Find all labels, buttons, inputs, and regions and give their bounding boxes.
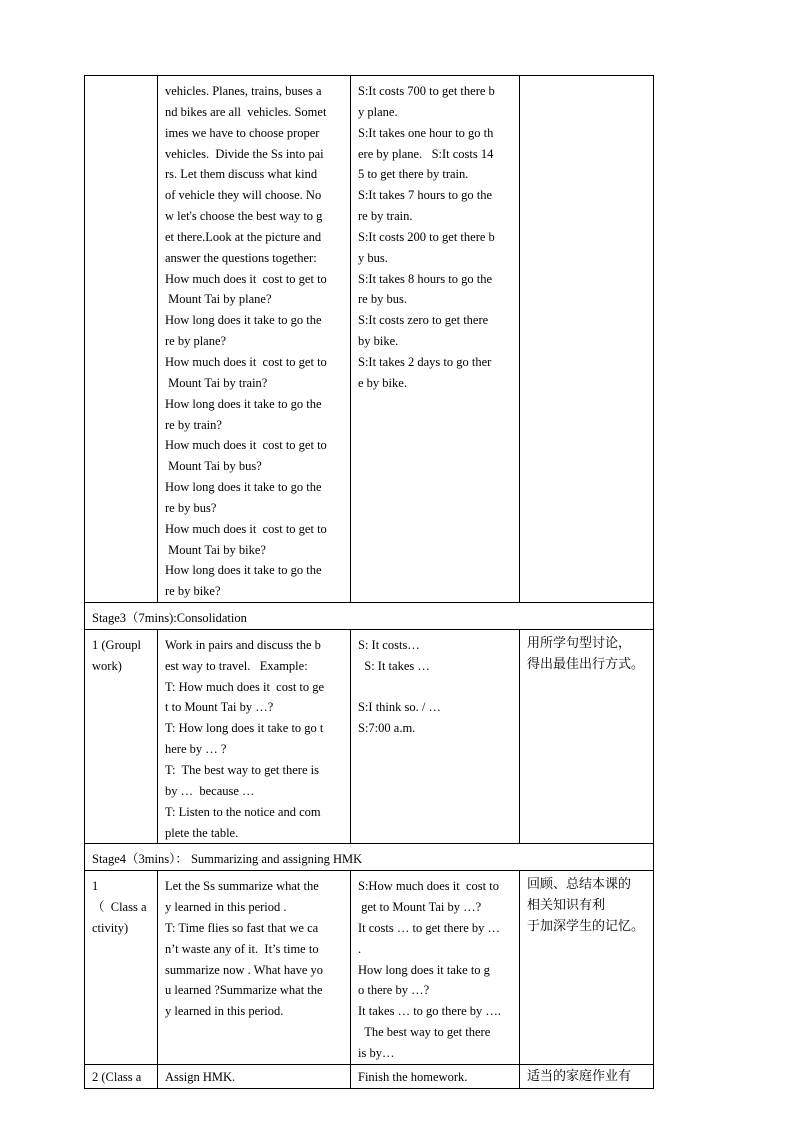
text-line: T: Time flies so fast that we ca	[165, 920, 319, 935]
text-line: y bus.	[358, 250, 388, 265]
text-line: re by bus?	[165, 500, 217, 515]
purpose-cell	[520, 871, 654, 1065]
student-activity-cell	[351, 871, 520, 1065]
text-line: plete the table.	[165, 825, 239, 840]
activity-cell	[85, 1064, 158, 1088]
teacher-activity-cell	[158, 1064, 351, 1088]
text-line: y learned in this period .	[165, 900, 287, 915]
stage-header-row	[85, 603, 654, 630]
table-row	[85, 871, 654, 1065]
text-line: It costs … to get there by …	[358, 920, 500, 935]
text-line: S:It costs 700 to get there b	[358, 84, 495, 98]
text-line: is by…	[358, 1045, 395, 1060]
text-line: e by bike.	[358, 375, 407, 390]
text-line: T: How much does it cost to ge	[165, 679, 325, 694]
text-line: 1	[92, 879, 99, 894]
table-row	[85, 629, 654, 843]
text-line: by … because …	[165, 783, 255, 798]
text-line: Assign HMK.	[165, 1069, 236, 1084]
text-line: How long does it take to g	[358, 962, 490, 977]
text-line: nd bikes are all vehicles. Somet	[165, 104, 327, 119]
text-line: Mount Tai by bike?	[165, 542, 266, 557]
text-line: vehicles. Divide the Ss into pai	[165, 146, 324, 161]
student-activity-cell	[351, 1064, 520, 1088]
text-line: Mount Tai by plane?	[165, 292, 272, 307]
text-line	[358, 677, 512, 698]
table-row	[85, 1064, 654, 1088]
text-line: re by train?	[165, 417, 222, 432]
text-line: S: It takes …	[358, 658, 430, 673]
text-line: How much does it cost to get to	[165, 438, 327, 453]
text-line: Mount Tai by bus?	[165, 459, 262, 474]
text-line: y plane.	[358, 104, 398, 119]
text-line: How much does it cost to get to	[165, 354, 327, 369]
text-line: T: How long does it take to go t	[165, 721, 324, 736]
text-line: re by train.	[358, 209, 413, 224]
text-line: The best way to get there	[358, 1025, 491, 1040]
text-line: S:It takes 8 hours to go the	[358, 271, 493, 286]
text-line: T: The best way to get there is	[165, 763, 319, 777]
text-line: here by … ?	[165, 742, 227, 757]
text-line: S:It takes one hour to go th	[358, 125, 494, 140]
text-line: est way to travel. Example:	[165, 658, 308, 673]
text-line: re by plane?	[165, 334, 227, 349]
text-line: 2 (Class a	[92, 1069, 142, 1084]
text-line: 得出最佳出行方式。	[527, 656, 645, 672]
text-line: S:It takes 7 hours to go the	[358, 188, 493, 203]
text-line: Finish the homework.	[358, 1069, 468, 1084]
text-line: ctivity)	[92, 920, 129, 935]
purpose-cell	[520, 1064, 654, 1088]
text-line: 用所学句型讨论，	[527, 635, 632, 651]
stage3-heading: Stage3（7mins):Consolidation	[85, 603, 654, 630]
activity-cell	[85, 871, 158, 1065]
text-line: t to Mount Tai by …?	[165, 700, 274, 715]
text-line: S: It costs…	[358, 637, 420, 652]
text-line: S:It takes 2 days to go ther	[358, 354, 492, 369]
purpose-cell	[520, 76, 654, 603]
text-line: Let the Ss summarize what the	[165, 879, 319, 894]
text-line: work)	[92, 658, 122, 673]
text-line: y learned in this period.	[165, 1004, 284, 1019]
text-line: ere by plane. S:It costs 14	[358, 146, 494, 161]
text-line: re by bike?	[165, 584, 221, 599]
text-line: w let's choose the best way to g	[165, 209, 323, 224]
text-line: et there.Look at the picture and	[165, 229, 322, 244]
text-line: by bike.	[358, 334, 399, 349]
text-line: rs. Let them discuss what kind	[165, 167, 318, 182]
text-line: How much does it cost to get to	[165, 521, 327, 536]
activity-cell	[85, 76, 158, 603]
text-line: S:It costs zero to get there	[358, 313, 489, 328]
activity-cell	[85, 629, 158, 843]
text-line: n’t waste any of it. It’s time to	[165, 941, 319, 956]
text-line: o there by …?	[358, 983, 430, 998]
stage-header-row	[85, 844, 654, 871]
text-line: 相关知识有利	[527, 898, 606, 914]
text-line: How much does it cost to get to	[165, 271, 327, 286]
student-activity-cell	[351, 76, 520, 603]
text-line: summarize now . What have yo	[165, 962, 324, 977]
text-line: 适当的家庭作业有	[527, 1068, 632, 1084]
text-line: answer the questions together:	[165, 250, 317, 265]
text-line: S:I think so. / …	[358, 700, 441, 715]
table-row	[85, 76, 654, 603]
text-line: S:How much does it cost to	[358, 879, 499, 894]
text-line: T: Listen to the notice and com	[165, 804, 321, 819]
text-line: How long does it take to go the	[165, 480, 322, 495]
text-line: S:It costs 200 to get there b	[358, 229, 495, 244]
text-line: imes we have to choose proper	[165, 125, 320, 140]
text-line: 5 to get there by train.	[358, 167, 469, 182]
text-line: （ Class a	[92, 900, 147, 915]
text-line: 于加深学生的记忆。	[527, 919, 645, 935]
text-line: How long does it take to go the	[165, 563, 322, 578]
text-line: re by bus.	[358, 292, 407, 307]
teacher-activity-cell	[158, 76, 351, 603]
teacher-activity-cell	[158, 629, 351, 843]
stage4-heading: Stage4（3mins）： Summarizing and assigning HMK	[85, 844, 654, 871]
text-line: S:7:00 a.m.	[358, 721, 416, 736]
text-line: Work in pairs and discuss the b	[165, 637, 321, 652]
text-line: u learned ?Summarize what the	[165, 983, 323, 998]
lesson-plan-table	[84, 75, 654, 1089]
purpose-cell	[520, 629, 654, 843]
text-line: get to Mount Tai by …?	[358, 900, 482, 915]
text-line: How long does it take to go the	[165, 396, 322, 411]
text-line: 1 (Groupl	[92, 637, 141, 652]
student-activity-cell	[351, 629, 520, 843]
teacher-activity-cell	[158, 871, 351, 1065]
text-line: Mount Tai by train?	[165, 375, 268, 390]
text-line: It takes … to go there by ….	[358, 1004, 502, 1019]
text-line: 回顾、总结本课的	[527, 877, 632, 893]
text-line: .	[358, 941, 362, 956]
text-line: vehicles. Planes, trains, buses a	[165, 84, 322, 98]
text-line: How long does it take to go the	[165, 313, 322, 328]
text-line: of vehicle they will choose. No	[165, 188, 322, 203]
